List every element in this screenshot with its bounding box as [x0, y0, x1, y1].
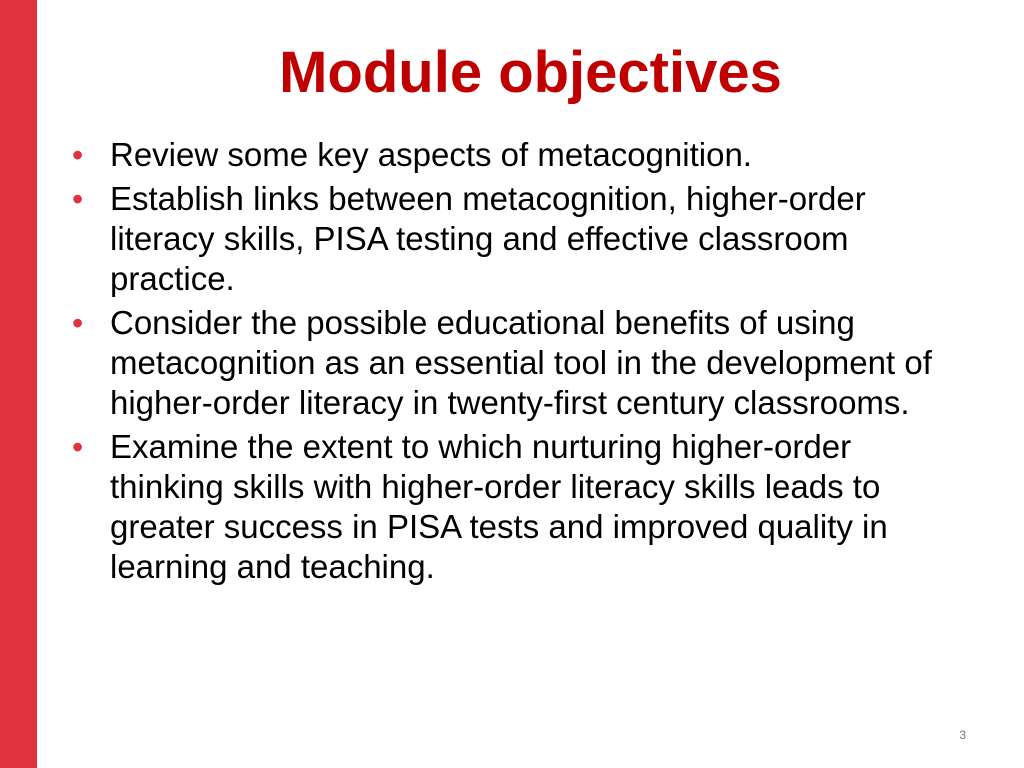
- objective-text: Establish links between metacognition, higher-order literacy skills, PISA testing and effective classroom practice.: [110, 180, 866, 297]
- bullet-icon: •: [72, 429, 84, 465]
- objective-text: Consider the possible educational benefits of using metacognition as an essential tool in the development of higher-order literacy in twenty-first century classrooms.: [110, 304, 932, 421]
- objective-item: [72, 179, 972, 299]
- left-accent-bar: [0, 0, 37, 768]
- slide-title: Module objectives: [279, 40, 782, 105]
- objective-text: Review some key aspects of metacognition.: [110, 136, 752, 173]
- bullet-icon: •: [72, 137, 84, 173]
- objective-item: [72, 427, 972, 587]
- objective-text: Examine the extent to which nurturing higher-order thinking skills with higher-order literacy skills leads to greater success in PISA tests and improved quality in learning and teaching.: [110, 428, 888, 585]
- bullet-icon: •: [72, 305, 84, 341]
- bullet-icon: •: [72, 181, 84, 217]
- objective-item: [72, 135, 972, 175]
- objectives-list: [72, 135, 972, 591]
- page-number: 3: [959, 728, 966, 742]
- objective-item: [72, 303, 972, 423]
